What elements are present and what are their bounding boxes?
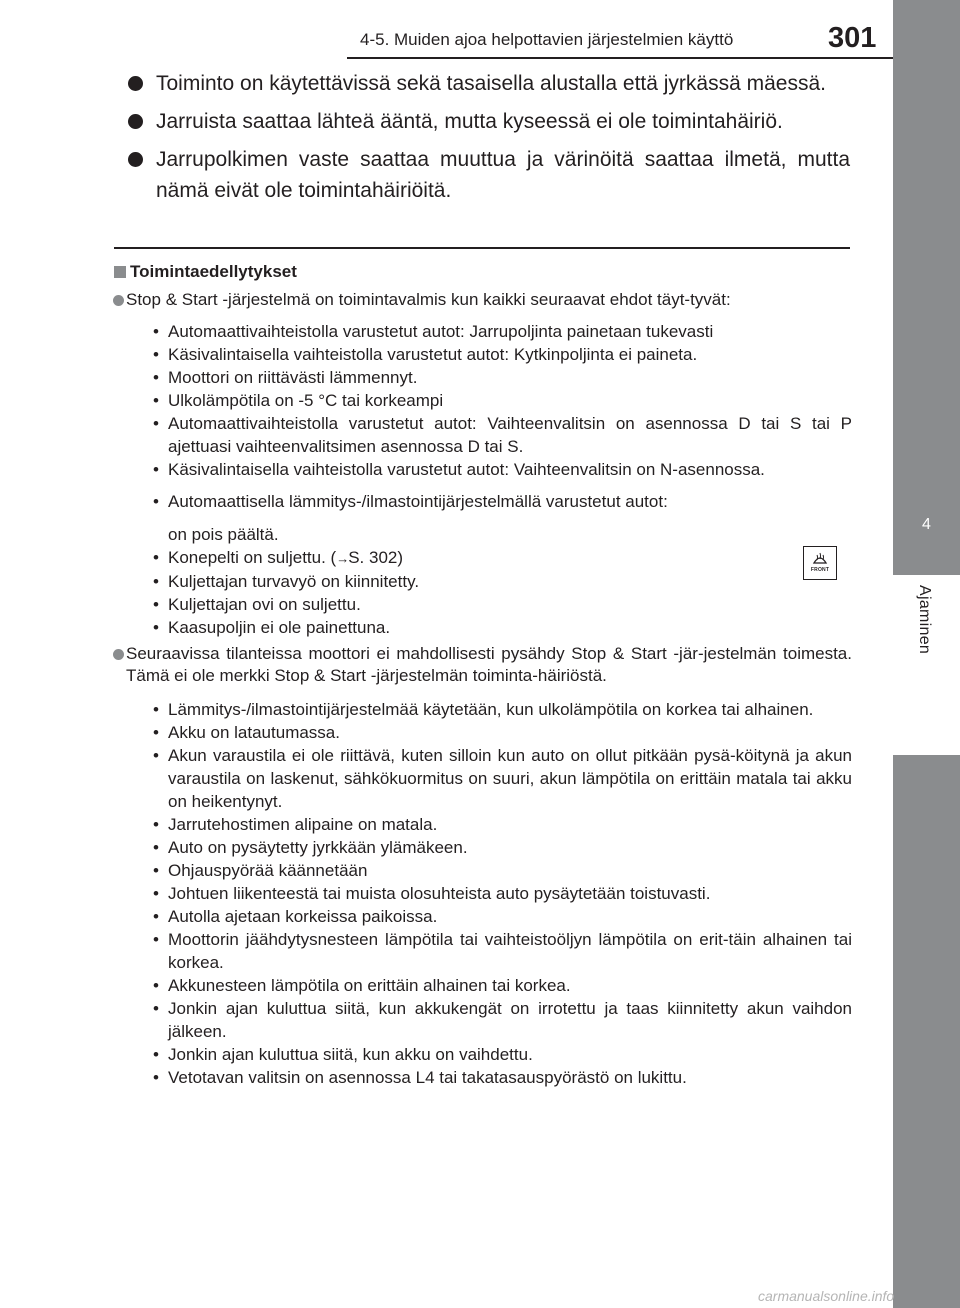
list-item: • Jarrutehostimen alipaine on matala. [153,813,852,836]
top-bullet [125,106,850,137]
grey-dot-icon [113,649,124,660]
square-bullet-icon [114,266,126,278]
list-item: • Autolla ajetaan korkeissa paikoissa. [153,905,852,928]
top-bullet-text: Jarruista saattaa lähteä ääntä, mutta kyseessä ei ole toimintahäiriö. [156,110,783,133]
bullet-dot-icon [128,76,143,91]
conditions-intro-text: Stop & Start -järjestelmä on toimintavalmis kun kaikki seuraavat ehdot täyt-tyvät: [126,290,731,309]
list-item: • Akkunesteen lämpötila on erittäin alhainen tai korkea. [153,974,852,997]
list-item: • Kaasupoljin ei ole painettuna. [153,616,852,639]
side-tab-upper [893,0,960,480]
exceptions-intro-text: Seuraavissa tilanteissa moottori ei mahdollisesti pysähdy Stop & Start -jär-jestelmän toimesta. Tämä ei ole merkki Stop & Start -järjestelmän toiminta-häiriöstä. [126,644,852,685]
chapter-tab-number: 4 [922,516,931,533]
list-item: • Automaattivaihteistolla varustetut autot: Vaihteenvalitsin on asennossa D tai S tai P ajettuasi vaihteenvalitsimen asennossa D tai S. [153,412,852,458]
section-heading-text: Toimintaedellytykset [130,262,297,281]
list-item: • Käsivalintaisella vaihteistolla varustetut autot: Vaihteenvalitsin on N-asennossa. [153,458,852,481]
list-item: • Jonkin ajan kuluttua siitä, kun akkukengät on irrotettu ja taas kiinnitetty akun vaihdon jälkeen. [153,997,852,1043]
list-item: • Moottori on riittävästi lämmennyt. [153,366,852,389]
list-item: • Jonkin ajan kuluttua siitä, kun akku on vaihdettu. [153,1043,852,1066]
page-ref-link[interactable]: S. 302) [348,548,404,567]
list-item: • Automaattivaihteistolla varustetut autot: Jarrupoljinta painetaan tukevasti [153,320,852,343]
arrow-right-icon: → [336,551,349,566]
climate-item-text-cont: on pois päältä. [168,525,279,544]
page-number: 301 [828,22,877,54]
exceptions-intro [112,643,852,687]
list-item: • Lämmitys-/ilmastointijärjestelmää käytetään, kun ulkolämpötila on korkea tai alhainen. [153,698,852,721]
section-divider [114,247,850,249]
list-item: • Auto on pysäytetty jyrkkään ylämäkeen. [153,836,852,859]
side-tab-lower [893,755,960,1308]
top-bullet-text: Jarrupolkimen vaste saattaa muuttua ja värinöitä saattaa ilmetä, mutta nämä eivät ole toimintahäiriöitä. [156,148,850,202]
list-item: • Kuljettajan ovi on suljettu. [153,593,852,616]
list-item: • Moottorin jäähdytysnesteen lämpötila tai vaihteistoöljyn lämpötila on erit-täin alhainen tai korkea. [153,928,852,974]
front-defroster-icon [803,546,837,580]
watermark: carmanualsonline.info [758,1288,895,1304]
top-bullet [125,68,850,99]
page-header [0,0,893,58]
header-rule [347,57,893,59]
section-heading [112,261,852,283]
top-bullet-text: Toiminto on käytettävissä sekä tasaisella alustalla että jyrkässä mäessä. [156,72,826,95]
list-item: • Ohjauspyörää käännetään [153,859,852,882]
list-item [153,546,852,570]
top-bullet-list [125,68,850,213]
hood-item-text: Konepelti on suljettu. ( [168,548,337,567]
chapter-tab-label-area [893,575,960,755]
bullet-dot-icon [128,152,143,167]
conditions-intro [112,289,852,311]
list-item: • Johtuen liikenteestä tai muista olosuhteista auto pysäytetään toistuvasti. [153,882,852,905]
front-icon-label: FRONT [810,567,830,573]
bullet-dot-icon [128,114,143,129]
chapter-tab[interactable] [893,480,960,575]
list-item: • Ulkolämpötila on -5 °C tai korkeampi [153,389,852,412]
list-item: • Akku on latautumassa. [153,721,852,744]
list-item: • Käsivalintaisella vaihteistolla varustetut autot: Kytkinpoljinta ei paineta. [153,343,852,366]
list-item: • Vetotavan valitsin on asennossa L4 tai takatasauspyörästö on lukittu. [153,1066,852,1089]
operating-conditions-section [112,261,852,1089]
list-item: • Kuljettajan turvavyö on kiinnitetty. [153,570,852,593]
conditions-list [112,320,852,639]
grey-dot-icon [113,295,124,306]
top-bullet [125,144,850,206]
chapter-tab-label: Ajaminen [916,585,933,655]
list-item [153,490,852,546]
exceptions-list [112,698,852,1089]
climate-item-text: Automaattisella lämmitys-/ilmastointijärjestelmällä varustetut autot: [168,492,668,511]
list-item: • Akun varaustila ei ole riittävä, kuten silloin kun auto on ollut pitkään pysä-köitynä ja akun varaustila on laskenut, sähkökuormitus on suuri, akun lämpötila on erittäin matala tai akku on heikentynyt. [153,744,852,813]
chapter-title: 4-5. Muiden ajoa helpottavien järjestelmien käyttö [360,30,734,49]
defroster-glyph-icon [804,547,836,569]
